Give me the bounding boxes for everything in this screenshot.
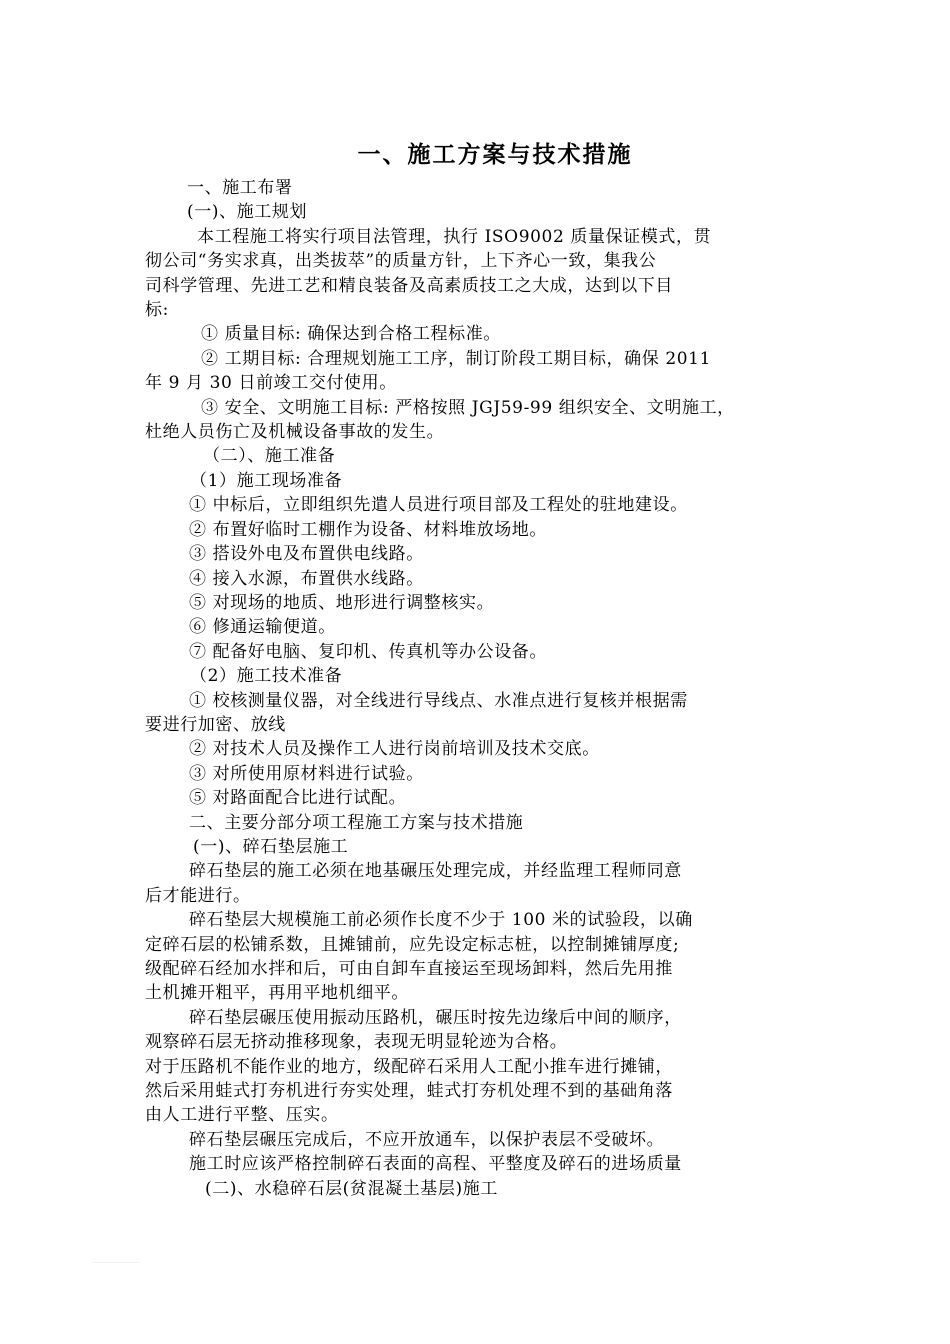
text-line: ⑥ 修通运输便道。 (189, 617, 336, 638)
text-line: (一)、施工规划 (187, 202, 308, 223)
text-line: 施工时应该严格控制碎石表面的高程、平整度及碎石的进场质量 (189, 1154, 682, 1175)
text-line: 要进行加密、放线 (145, 714, 286, 735)
text-line: ⑦ 配备好电脑、复印机、传真机等办公设备。 (189, 641, 548, 662)
text-line: 杜绝人员伤亡及机械设备事故的发生。 (145, 422, 445, 443)
text-line: ① 校核测量仪器，对全线进行导线点、水准点进行复核并根据需 (189, 690, 688, 711)
text-line: ① 质量目标: 确保达到合格工程标准。 (201, 324, 501, 345)
text-line: 彻公司“务实求真，出类拔萃”的质量方针，上下齐心一致，集我公 (145, 251, 657, 272)
scan-mark (92, 1262, 140, 1263)
text-line: ⑤ 对现场的地质、地形进行调整核实。 (189, 592, 495, 613)
text-line: 碎石垫层碾压完成后，不应开放通车，以保护表层不受破坏。 (189, 1129, 665, 1150)
text-line: （二）、施工准备 (203, 446, 336, 467)
text-line: 一、施工布署 (187, 178, 293, 198)
text-line: ③ 对所使用原材料进行试验。 (189, 763, 424, 784)
text-line: 后才能进行。 (145, 885, 251, 906)
text-line: 对于压路机不能作业的地方，级配碎石采用人工配小推车进行摊铺， (145, 1056, 673, 1077)
text-line: （1）施工现场准备 (190, 470, 343, 491)
text-line: ③ 搭设外电及布置供电线路。 (189, 544, 424, 565)
text-line: ② 工期目标: 合理规划施工工序，制订阶段工期目标，确保 2011 (201, 348, 712, 369)
text-line: ③ 安全、文明施工目标: 严格按照 JGJ59-99 组织安全、文明施工， (201, 397, 735, 418)
text-line: ② 布置好临时工棚作为设备、材料堆放场地。 (189, 519, 548, 540)
text-line: ② 对技术人员及操作工人进行岗前培训及技术交底。 (189, 739, 600, 760)
text-line: （2）施工技术准备 (190, 666, 343, 687)
text-line: 标: (145, 300, 169, 321)
text-line: 然后采用蛙式打夯机进行夯实处理，蛙式打夯机处理不到的基础角落 (145, 1081, 673, 1102)
text-line: ④ 接入水源，布置供水线路。 (189, 568, 424, 589)
document-title: 一、施工方案与技术措施 (357, 141, 633, 168)
text-line: 观察碎石层无挤动推移现象，表现无明显轮迹为合格。 (145, 1032, 568, 1053)
text-line: 定碎石层的松铺系数，且摊铺前，应先设定标志桩，以控制摊铺厚度; (145, 934, 680, 955)
text-line: 二、主要分部分项工程施工方案与技术措施 (189, 812, 524, 833)
text-line: 碎石垫层碾压使用振动压路机，碾压时按先边缘后中间的顺序， (189, 1007, 682, 1028)
text-line: 本工程施工将实行项目法管理，执行 ISO9002 质量保证模式，贯 (197, 226, 712, 247)
text-line: ① 中标后，立即组织先遣人员进行项目部及工程处的驻地建设。 (189, 495, 688, 516)
text-line: (二)、水稳碎石层(贫混凝土基层)施工 (205, 1178, 498, 1199)
text-line: 年 9 月 30 日前竣工交付使用。 (145, 373, 397, 394)
text-line: 由人工进行平整、压实。 (145, 1105, 339, 1126)
text-line: ⑤ 对路面配合比进行试配。 (189, 788, 407, 809)
text-line: 土机摊开粗平，再用平地机细平。 (145, 983, 409, 1004)
document-body (145, 176, 813, 1201)
text-line: (一)、碎石垫层施工 (193, 836, 349, 857)
text-line: 级配碎石经加水拌和后，可由自卸车直接运至现场卸料，然后先用推 (145, 959, 673, 979)
text-line: 碎石垫层大规模施工前必须作长度不少于 100 米的试验段，以确 (189, 910, 693, 931)
text-line: 碎石垫层的施工必须在地基碾压处理完成，并经监理工程师同意 (189, 861, 682, 882)
text-line: 司科学管理、先进工艺和精良装备及高素质技工之大成，达到以下目 (145, 275, 673, 296)
